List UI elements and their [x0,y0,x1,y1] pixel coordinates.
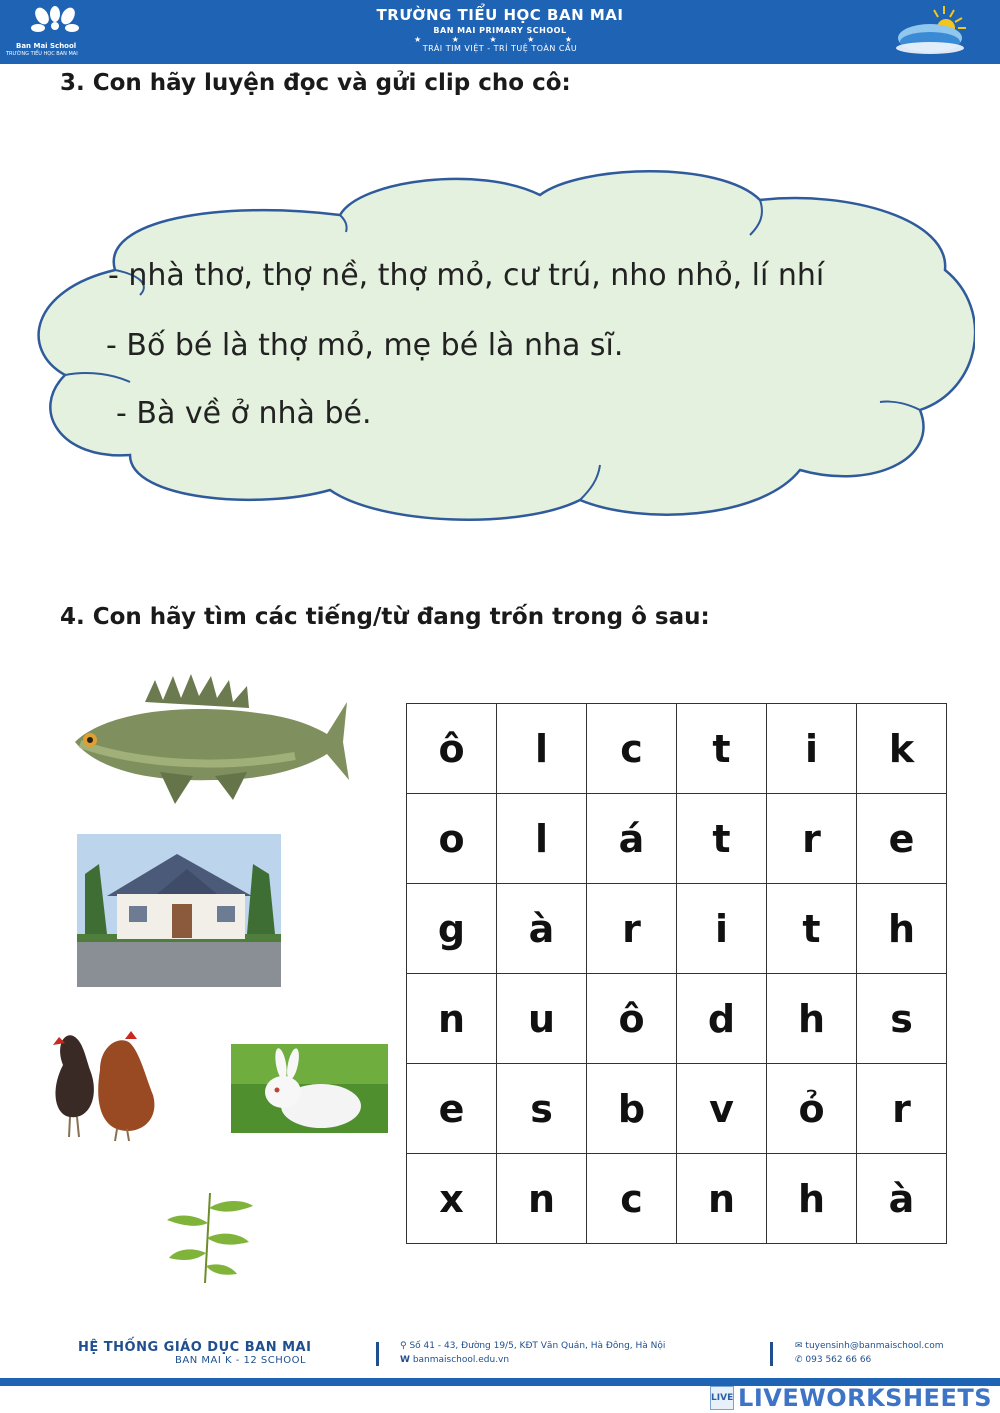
exercise-4-title: 4. Con hãy tìm các tiếng/từ đang trốn trong ô sau: [60,604,710,630]
grid-cell[interactable]: k [857,704,947,794]
liveworksheets-watermark [710,1384,992,1412]
grid-cell[interactable]: i [677,884,767,974]
word-search-grid [406,703,947,1244]
rabbit-picture [231,1044,388,1133]
grid-row [407,1064,947,1154]
grid-cell[interactable]: ỏ [767,1064,857,1154]
school-slogan: TRÁI TIM VIỆT - TRÍ TUỆ TOÀN CẦU [422,44,578,53]
footer-phone: 093 562 66 66 [805,1355,872,1365]
house-picture [77,834,281,987]
grid-row [407,704,947,794]
grid-cell[interactable]: g [407,884,497,974]
footer-brand: HỆ THỐNG GIÁO DỤC BAN MAI [78,1340,312,1355]
grid-cell[interactable]: s [497,1064,587,1154]
grid-cell[interactable]: d [677,974,767,1064]
grid-row [407,974,947,1064]
grid-cell[interactable]: c [587,704,677,794]
footer-address: Số 41 - 43, Đường 19/5, KĐT Văn Quán, Hà Đông, Hà Nội [409,1341,666,1351]
grid-cell[interactable]: à [497,884,587,974]
reading-line-2: - Bố bé là thợ mỏ, mẹ bé là nha sĩ. [106,328,624,363]
footer-divider [376,1342,379,1366]
phone-icon: ✆ [795,1355,803,1365]
footer-brand-sub: BAN MAI K - 12 SCHOOL [175,1355,307,1366]
grid-cell[interactable]: h [767,974,857,1064]
grid-cell[interactable]: n [407,974,497,1064]
grid-cell[interactable]: n [677,1154,767,1244]
school-logo-left [6,4,116,60]
grid-cell[interactable]: c [587,1154,677,1244]
grid-cell[interactable]: n [497,1154,587,1244]
footer-email-row [795,1341,943,1351]
grid-row [407,1154,947,1244]
grid-cell[interactable]: r [767,794,857,884]
grid-cell[interactable]: r [857,1064,947,1154]
grid-cell[interactable]: t [677,704,767,794]
grid-row [407,794,947,884]
grid-cell[interactable]: v [677,1064,767,1154]
chickens-picture [45,1025,160,1143]
reading-line-1: - nhà thơ, thợ nề, thợ mỏ, cư trú, nho nhỏ, lí nhí [108,258,825,293]
header-title-block [300,6,700,53]
liveworksheets-text: LIVEWORKSHEETS [738,1384,992,1412]
grid-cell[interactable]: á [587,794,677,884]
grid-cell[interactable]: l [497,794,587,884]
grid-cell[interactable]: h [767,1154,857,1244]
grid-cell[interactable]: à [857,1154,947,1244]
grid-cell[interactable]: b [587,1064,677,1154]
grid-cell[interactable]: l [497,704,587,794]
grid-cell[interactable]: t [767,884,857,974]
footer-divider [770,1342,773,1366]
exercise-3-title: 3. Con hãy luyện đọc và gửi clip cho cô: [60,70,571,96]
sun-logo-icon [890,4,972,60]
bamboo-leaves-picture [165,1188,255,1286]
mail-icon: ✉ [795,1341,803,1351]
footer [0,1330,1000,1380]
logo-left-sub: TRƯỜNG TIỂU HỌC BAN MAI [6,51,78,57]
footer-address-row [400,1341,665,1351]
grid-cell[interactable]: o [407,794,497,884]
footer-phone-row [795,1355,871,1365]
footer-website[interactable]: banmaischool.edu.vn [412,1355,510,1365]
grid-cell[interactable]: ô [407,704,497,794]
footer-website-row [400,1355,509,1365]
flower-logo-icon [20,6,90,42]
grid-cell[interactable]: ô [587,974,677,1064]
reading-line-3: - Bà về ở nhà bé. [116,396,372,431]
fish-picture [65,672,350,812]
location-pin-icon: ⚲ [400,1341,407,1351]
liveworksheets-logo-icon: LIVE [710,1386,734,1410]
grid-cell[interactable]: s [857,974,947,1064]
footer-email[interactable]: tuyensinh@banmaischool.com [805,1341,944,1351]
grid-cell[interactable]: h [857,884,947,974]
school-name: TRƯỜNG TIỂU HỌC BAN MAI [376,6,624,24]
grid-row [407,884,947,974]
grid-cell[interactable]: e [857,794,947,884]
grid-cell[interactable]: i [767,704,857,794]
grid-cell[interactable]: e [407,1064,497,1154]
website-label: W [400,1355,410,1365]
header-stars: ★ ★ ★ ★ ★ [413,35,587,44]
logo-left-name: Ban Mai School [16,42,77,50]
grid-cell[interactable]: u [497,974,587,1064]
header-bar [0,0,1000,64]
school-name-en: BAN MAI PRIMARY SCHOOL [433,26,567,35]
grid-cell[interactable]: x [407,1154,497,1244]
grid-cell[interactable]: t [677,794,767,884]
grid-cell[interactable]: r [587,884,677,974]
